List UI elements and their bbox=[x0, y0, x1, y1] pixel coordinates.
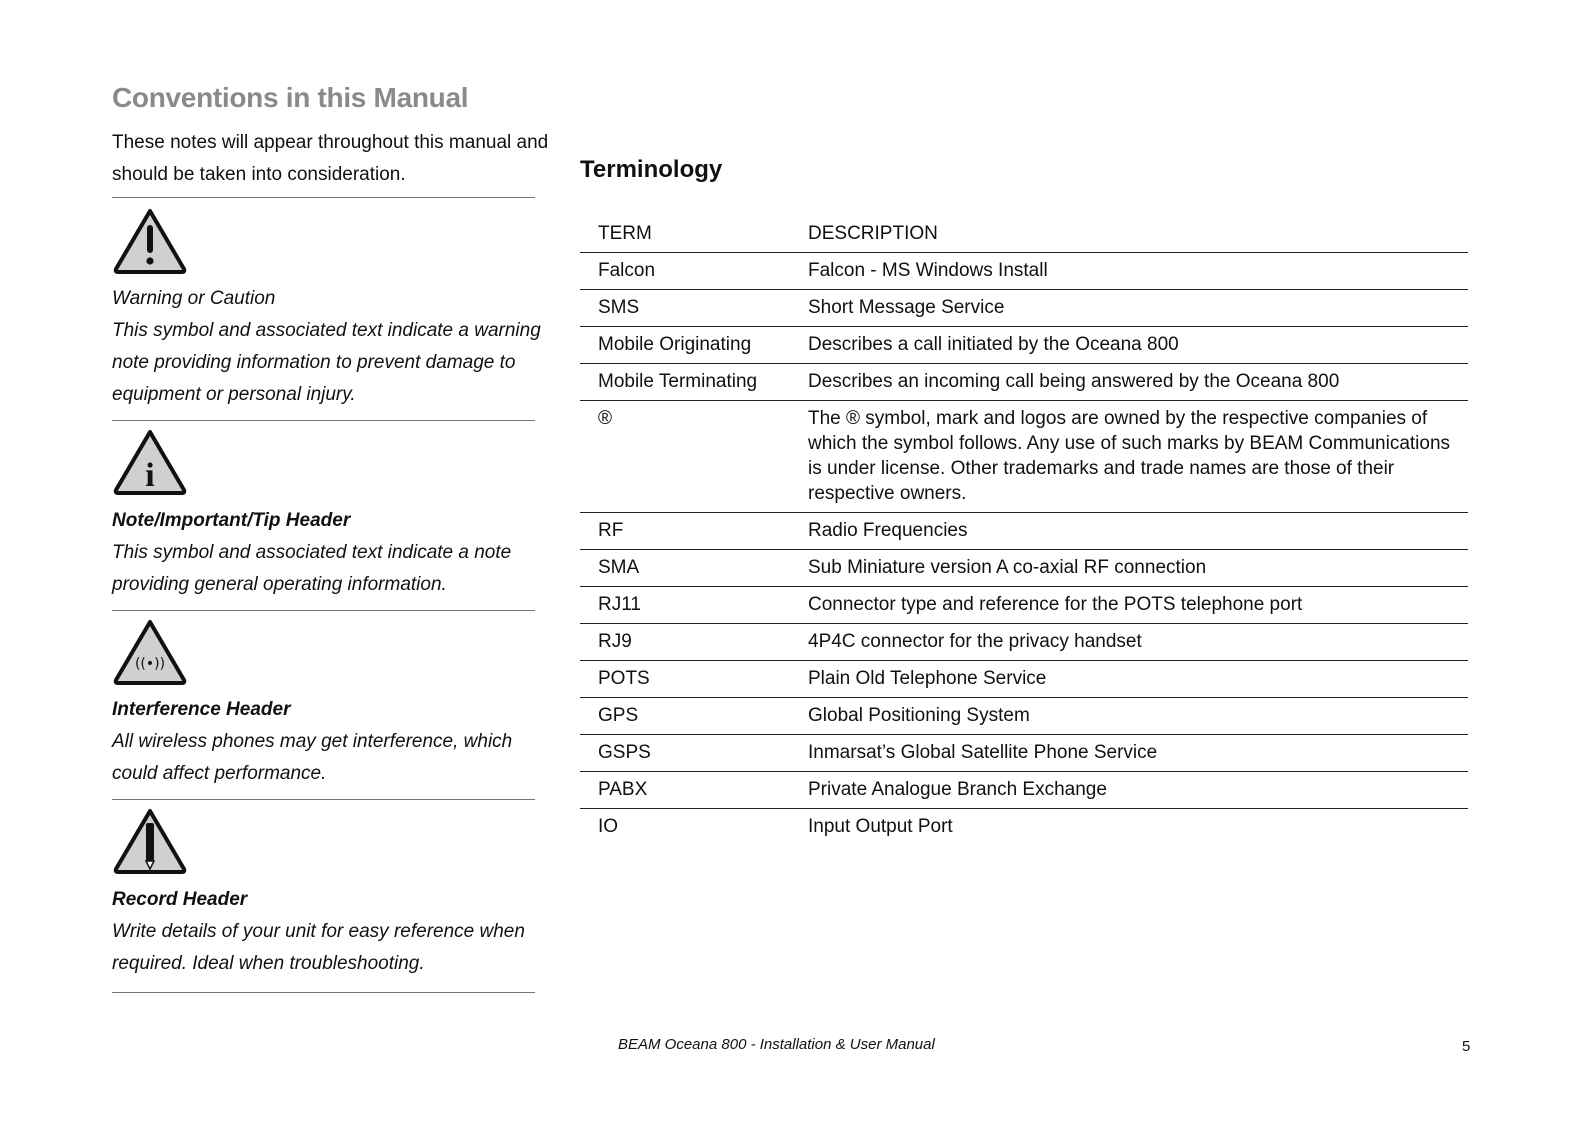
page-title: Conventions in this Manual bbox=[112, 82, 469, 113]
table-row bbox=[580, 661, 1468, 698]
table-row bbox=[580, 809, 1468, 846]
terminology-table bbox=[580, 216, 1468, 845]
warning-icon bbox=[112, 207, 188, 275]
info-icon bbox=[112, 428, 188, 496]
interference-icon bbox=[112, 618, 188, 686]
note-text: This symbol and associated text indicate a note providing general operating information. bbox=[112, 542, 512, 595]
note-header: Warning or Caution bbox=[112, 288, 276, 309]
table-row bbox=[580, 587, 1468, 624]
table-row bbox=[580, 290, 1468, 327]
term-cell: Mobile Originating bbox=[598, 334, 752, 355]
column-header-description: DESCRIPTION bbox=[808, 223, 938, 244]
footer-title: BEAM Oceana 800 - Installation & User Manual bbox=[618, 1036, 935, 1053]
divider bbox=[112, 420, 535, 421]
note-info bbox=[112, 505, 542, 601]
table-row bbox=[580, 513, 1468, 550]
term-cell: RF bbox=[598, 520, 624, 541]
description-cell: Private Analogue Branch Exchange bbox=[808, 779, 1107, 800]
table-row bbox=[580, 550, 1468, 587]
table-row bbox=[580, 735, 1468, 772]
note-header: Record Header bbox=[112, 889, 248, 910]
description-cell: Radio Frequencies bbox=[808, 520, 968, 541]
table-row bbox=[580, 364, 1468, 401]
description-cell: The ® symbol, mark and logos are owned by the respective companies of which the symbol follows. Any use of such marks by BEAM Communications is under license. Other trademarks and trade names are those of their respective owners. bbox=[808, 408, 1451, 504]
description-cell: Inmarsat’s Global Satellite Phone Service bbox=[808, 742, 1158, 763]
term-cell: IO bbox=[598, 816, 619, 837]
term-cell: Mobile Terminating bbox=[598, 371, 758, 392]
term-cell: Falcon bbox=[598, 260, 656, 281]
table-row bbox=[580, 253, 1468, 290]
description-cell: Sub Miniature version A co-axial RF connection bbox=[808, 557, 1207, 578]
svg-text:((•)): ((•)) bbox=[134, 656, 166, 672]
intro-text: These notes will appear throughout this manual and should be taken into consideration. bbox=[112, 132, 549, 185]
term-cell: PABX bbox=[598, 779, 648, 800]
term-cell: SMA bbox=[598, 557, 640, 578]
term-cell: ® bbox=[598, 408, 612, 429]
note-text: All wireless phones may get interference, which could affect performance. bbox=[112, 731, 513, 784]
table-row bbox=[580, 624, 1468, 661]
term-cell: GSPS bbox=[598, 742, 651, 763]
terminology-heading: Terminology bbox=[580, 156, 723, 183]
note-record bbox=[112, 884, 542, 980]
description-cell: Global Positioning System bbox=[808, 705, 1030, 726]
note-text: Write details of your unit for easy reference when required. Ideal when troubleshooting. bbox=[112, 921, 525, 974]
description-cell: Short Message Service bbox=[808, 297, 1005, 318]
table-row bbox=[580, 401, 1468, 513]
description-cell: Falcon - MS Windows Install bbox=[808, 260, 1048, 281]
column-header-term: TERM bbox=[598, 223, 652, 244]
svg-text:i: i bbox=[145, 457, 155, 494]
record-pencil-icon bbox=[112, 807, 188, 875]
term-cell: SMS bbox=[598, 297, 640, 318]
table-row bbox=[580, 698, 1468, 735]
divider bbox=[112, 799, 535, 800]
table-row bbox=[580, 772, 1468, 809]
description-cell: Plain Old Telephone Service bbox=[808, 668, 1047, 689]
divider bbox=[112, 197, 535, 198]
note-text: This symbol and associated text indicate a warning note providing information to prevent damage to equipment or personal injury. bbox=[112, 320, 541, 405]
note-header: Note/Important/Tip Header bbox=[112, 510, 351, 531]
note-warning bbox=[112, 283, 542, 411]
table-row bbox=[580, 327, 1468, 364]
divider bbox=[112, 992, 535, 993]
note-interference bbox=[112, 694, 542, 790]
term-cell: POTS bbox=[598, 668, 650, 689]
description-cell: Input Output Port bbox=[808, 816, 953, 837]
description-cell: Connector type and reference for the POTS telephone port bbox=[808, 594, 1303, 615]
table-header-row bbox=[580, 216, 1468, 253]
term-cell: RJ9 bbox=[598, 631, 632, 652]
divider bbox=[112, 610, 535, 611]
term-cell: RJ11 bbox=[598, 594, 641, 615]
page-number: 5 bbox=[1462, 1038, 1471, 1055]
description-cell: Describes a call initiated by the Oceana 800 bbox=[808, 334, 1179, 355]
note-header: Interference Header bbox=[112, 699, 291, 720]
description-cell: 4P4C connector for the privacy handset bbox=[808, 631, 1142, 652]
description-cell: Describes an incoming call being answered by the Oceana 800 bbox=[808, 371, 1340, 392]
term-cell: GPS bbox=[598, 705, 639, 726]
